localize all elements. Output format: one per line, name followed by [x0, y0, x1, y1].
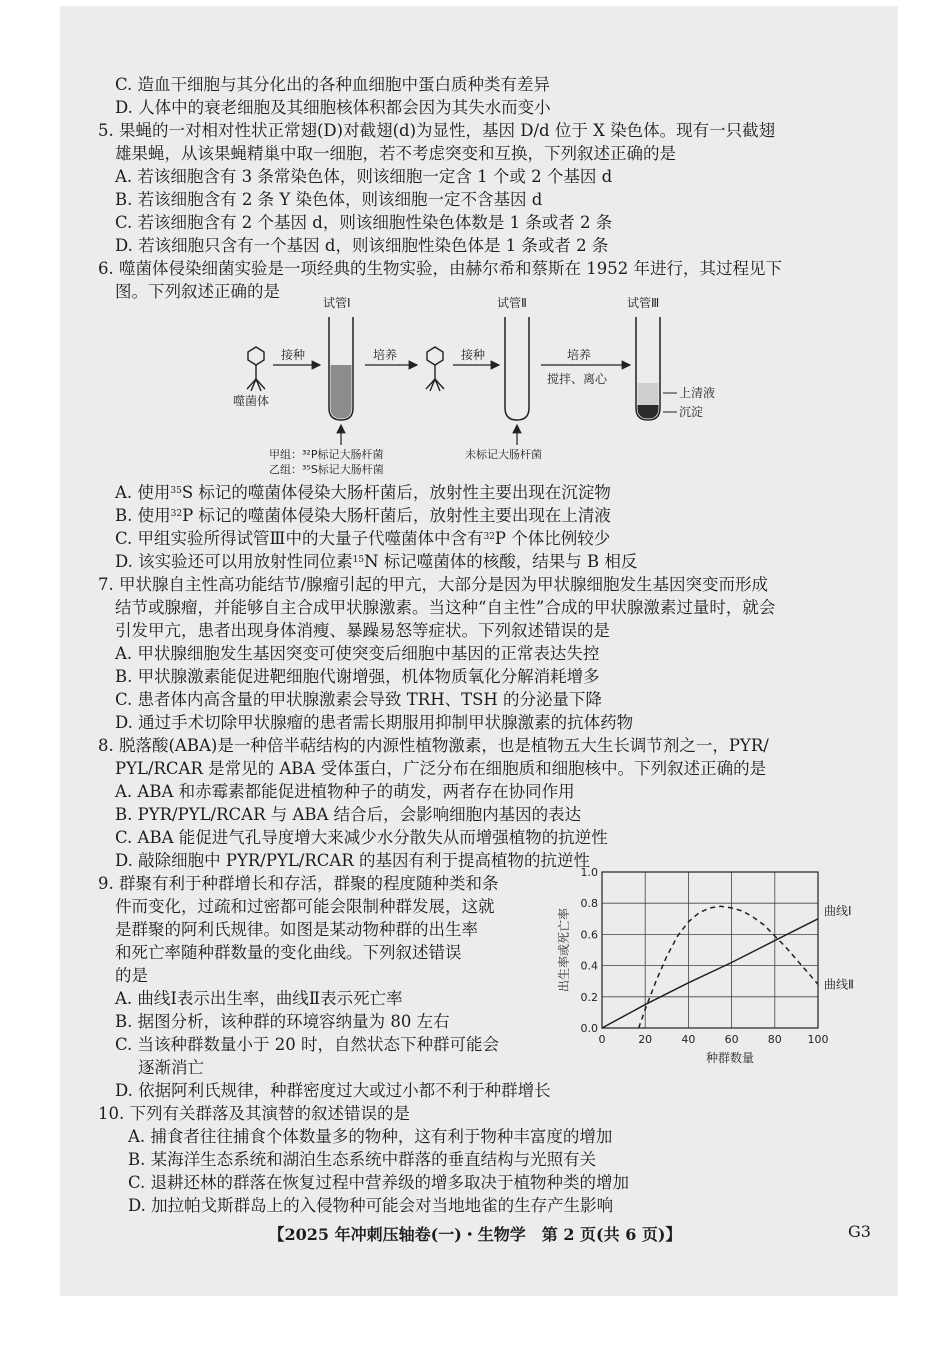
q6-option-a: A. 使用$^{35}$S 标记的噬菌体侵染大肠杆菌后，放射性主要出现在沉淀物	[115, 483, 611, 502]
x-tick-label: 0	[598, 1033, 606, 1046]
y-tick-label: 0.0	[580, 1022, 598, 1035]
group-b-label: 乙组：³⁵S标记大肠杆菌	[269, 463, 384, 476]
q4-option-c: C. 造血干细胞与其分化出的各种血细胞中蛋白质种类有差异	[115, 75, 551, 94]
q7-option-a: A. 甲状腺细胞发生基因突变可使突变后细胞中基因的正常表达失控	[115, 644, 600, 663]
arrow-label-culture-1: 培养	[373, 348, 398, 362]
test-tube-2	[505, 317, 529, 420]
phage-icon	[426, 347, 444, 391]
series-label-1: 曲线Ⅰ	[824, 903, 852, 918]
supernatant-label: 上清液	[679, 386, 716, 400]
tube-1-label: 试管Ⅰ	[323, 296, 351, 310]
q9-option-a: A. 曲线Ⅰ表示出生率，曲线Ⅱ表示死亡率	[115, 989, 403, 1008]
series-label-2: 曲线Ⅱ	[824, 977, 854, 992]
q5-stem-line2: 雄果蝇，从该果蝇精巢中取一细胞，若不考虑突变和互换，下列叙述正确的是	[115, 144, 676, 163]
y-axis-label: 出生率或死亡率	[557, 907, 571, 993]
q7-stem-line3: 引发甲亢，患者出现身体消瘦、暴躁易怒等症状。下列叙述错误的是	[115, 621, 610, 640]
q7-stem-line1: 7. 甲状腺自主性高功能结节/腺瘤引起的甲亢，大部分是因为甲状腺细胞发生基因突变而形成	[98, 575, 769, 594]
q10-option-a: A. 捕食者往往捕食个体数量多的物种，这有利于物种丰富度的增加	[128, 1127, 613, 1146]
q8-stem-line1: 8. 脱落酸(ABA)是一种倍半萜结构的内源性植物激素，也是植物五大生长调节剂之一，PYR/	[98, 736, 769, 755]
arrow-label-inoculate-1: 接种	[281, 348, 306, 362]
q9-stem-line4: 和死亡率随种群数量的变化曲线。下列叙述错误	[115, 943, 462, 962]
q9-option-c-line2: 逐渐消亡	[138, 1058, 204, 1077]
x-tick-label: 100	[807, 1033, 829, 1046]
q6-option-b: B. 使用$^{32}$P 标记的噬菌体侵染大肠杆菌后，放射性主要出现在上清液	[115, 506, 611, 525]
q4-option-d: D. 人体中的衰老细胞及其细胞核体积都会因为其失水而变小	[115, 98, 551, 117]
q5-stem-line1: 5. 果蝇的一对相对性状正常翅(D)对截翅(d)为显性，基因 D/d 位于 X 染色体。现有一只截翅	[98, 121, 776, 140]
q10-option-d: D. 加拉帕戈斯群岛上的入侵物种可能会对当地地雀的生存产生影响	[128, 1196, 614, 1215]
phage-label: 噬菌体	[233, 394, 270, 408]
q10-option-c: C. 退耕还林的群落在恢复过程中营养级的增多取决于植物种类的增加	[128, 1173, 630, 1192]
tube-2-label: 试管Ⅱ	[497, 296, 527, 310]
arrow-label-centrifuge: 搅拌、离心	[547, 372, 608, 386]
q9-option-d: D. 依据阿利氏规律，种群密度过大或过小都不利于种群增长	[115, 1081, 551, 1100]
group-a-label: 甲组：³²P标记大肠杆菌	[269, 448, 384, 461]
q7-option-d: D. 通过手术切除甲状腺瘤的患者需长期服用抑制甲状腺激素的抗体药物	[115, 713, 634, 732]
q9-stem-line2: 件而变化，过疏和过密都可能会限制种群发展，这就	[115, 897, 495, 916]
q7-stem-line2: 结节或腺瘤，并能够自主合成甲状腺激素。当这种“自主性”合成的甲状腺激素过量时，就会	[115, 598, 776, 617]
y-tick-label: 0.4	[580, 959, 598, 973]
q8-option-b: B. PYR/PYL/RCAR 与 ABA 结合后，会影响细胞内基因的表达	[115, 805, 582, 824]
test-tube-3	[636, 317, 660, 420]
series-line-1	[602, 919, 818, 1028]
q7-option-b: B. 甲状腺激素能促进靶细胞代谢增强，机体物质氧化分解消耗增多	[115, 667, 600, 686]
q8-stem-line2: PYL/RCAR 是常见的 ABA 受体蛋白，广泛分布在细胞质和细胞核中。下列叙述正确的是	[115, 759, 767, 778]
q5-option-d: D. 若该细胞只含有一个基因 d，则该细胞性染色体是 1 条或者 2 条	[115, 236, 609, 255]
q6-stem-line1: 6. 噬菌体侵染细菌实验是一项经典的生物实验，由赫尔希和蔡斯在 1952 年进行，其过程见下	[98, 259, 782, 278]
test-tube-1	[329, 317, 353, 420]
q6-option-d: D. 该实验还可以用放射性同位素$^{15}$N 标记噬菌体的核酸，结果与 B 相反	[115, 552, 638, 571]
birth-death-rate-chart	[550, 860, 880, 1070]
y-tick-label: 0.6	[580, 928, 598, 942]
series-line-2	[639, 906, 818, 1028]
q9-option-c-line1: C. 当该种群数量小于 20 时，自然状态下种群可能会	[115, 1035, 500, 1054]
arrow-label-inoculate-2: 接种	[461, 348, 486, 362]
q5-option-c: C. 若该细胞含有 2 个基因 d，则该细胞性染色体数是 1 条或者 2 条	[115, 213, 613, 232]
phage-icon	[247, 347, 265, 391]
q8-option-a: A. ABA 和赤霉素都能促进植物种子的萌发，两者存在协同作用	[115, 782, 575, 801]
arrow-label-culture-2: 培养	[567, 348, 592, 362]
q6-option-c: C. 甲组实验所得试管Ⅲ中的大量子代噬菌体中含有$^{32}$P 个体比例较少	[115, 529, 611, 548]
q9-stem-line5: 的是	[115, 966, 148, 985]
q9-option-b: B. 据图分析，该种群的环境容纳量为 80 左右	[115, 1012, 450, 1031]
q10-option-b: B. 某海洋生态系统和湖泊生态系统中群落的垂直结构与光照有关	[128, 1150, 597, 1169]
plot-frame	[602, 872, 818, 1028]
y-tick-label: 0.2	[580, 990, 598, 1004]
unlabeled-bacteria-label: 未标记大肠杆菌	[465, 448, 542, 461]
q9-stem-line1: 9. 群聚有利于种群增长和存活，群聚的程度随种类和条	[98, 874, 499, 893]
tube-3-label: 试管Ⅲ	[627, 296, 660, 310]
q7-option-c: C. 患者体内高含量的甲状腺激素会导致 TRH、TSH 的分泌量下降	[115, 690, 603, 709]
x-tick-label: 20	[638, 1033, 653, 1046]
q8-option-c: C. ABA 能促进气孔导度增大来减少水分散失从而增强植物的抗逆性	[115, 828, 608, 847]
y-tick-label: 0.8	[580, 897, 598, 911]
q8-option-d: D. 敲除细胞中 PYR/PYL/RCAR 的基因有利于提高植物的抗逆性	[115, 851, 590, 870]
q10-stem: 10. 下列有关群落及其演替的叙述错误的是	[98, 1104, 410, 1123]
q9-stem-line3: 是群聚的阿利氏规律。如图是某动物种群的出生率	[115, 920, 478, 939]
x-tick-label: 80	[767, 1033, 782, 1046]
y-tick-label: 1.0	[580, 866, 598, 879]
sediment-label: 沉淀	[679, 405, 704, 419]
paper-code: G3	[848, 1222, 871, 1241]
x-tick-label: 40	[681, 1033, 696, 1046]
q6-stem-line2: 图。下列叙述正确的是	[115, 282, 280, 301]
phage-experiment-diagram	[225, 293, 745, 478]
page-footer: 【2025 年冲刺压轴卷(一)・生物学 第 2 页(共 6 页)】	[268, 1225, 682, 1244]
x-axis-label: 种群数量	[705, 1051, 755, 1065]
x-tick-label: 60	[724, 1033, 739, 1046]
q5-option-a: A. 若该细胞含有 3 条常染色体，则该细胞一定含 1 个或 2 个基因 d	[115, 167, 613, 186]
q5-option-b: B. 若该细胞含有 2 条 Y 染色体，则该细胞一定不含基因 d	[115, 190, 543, 209]
